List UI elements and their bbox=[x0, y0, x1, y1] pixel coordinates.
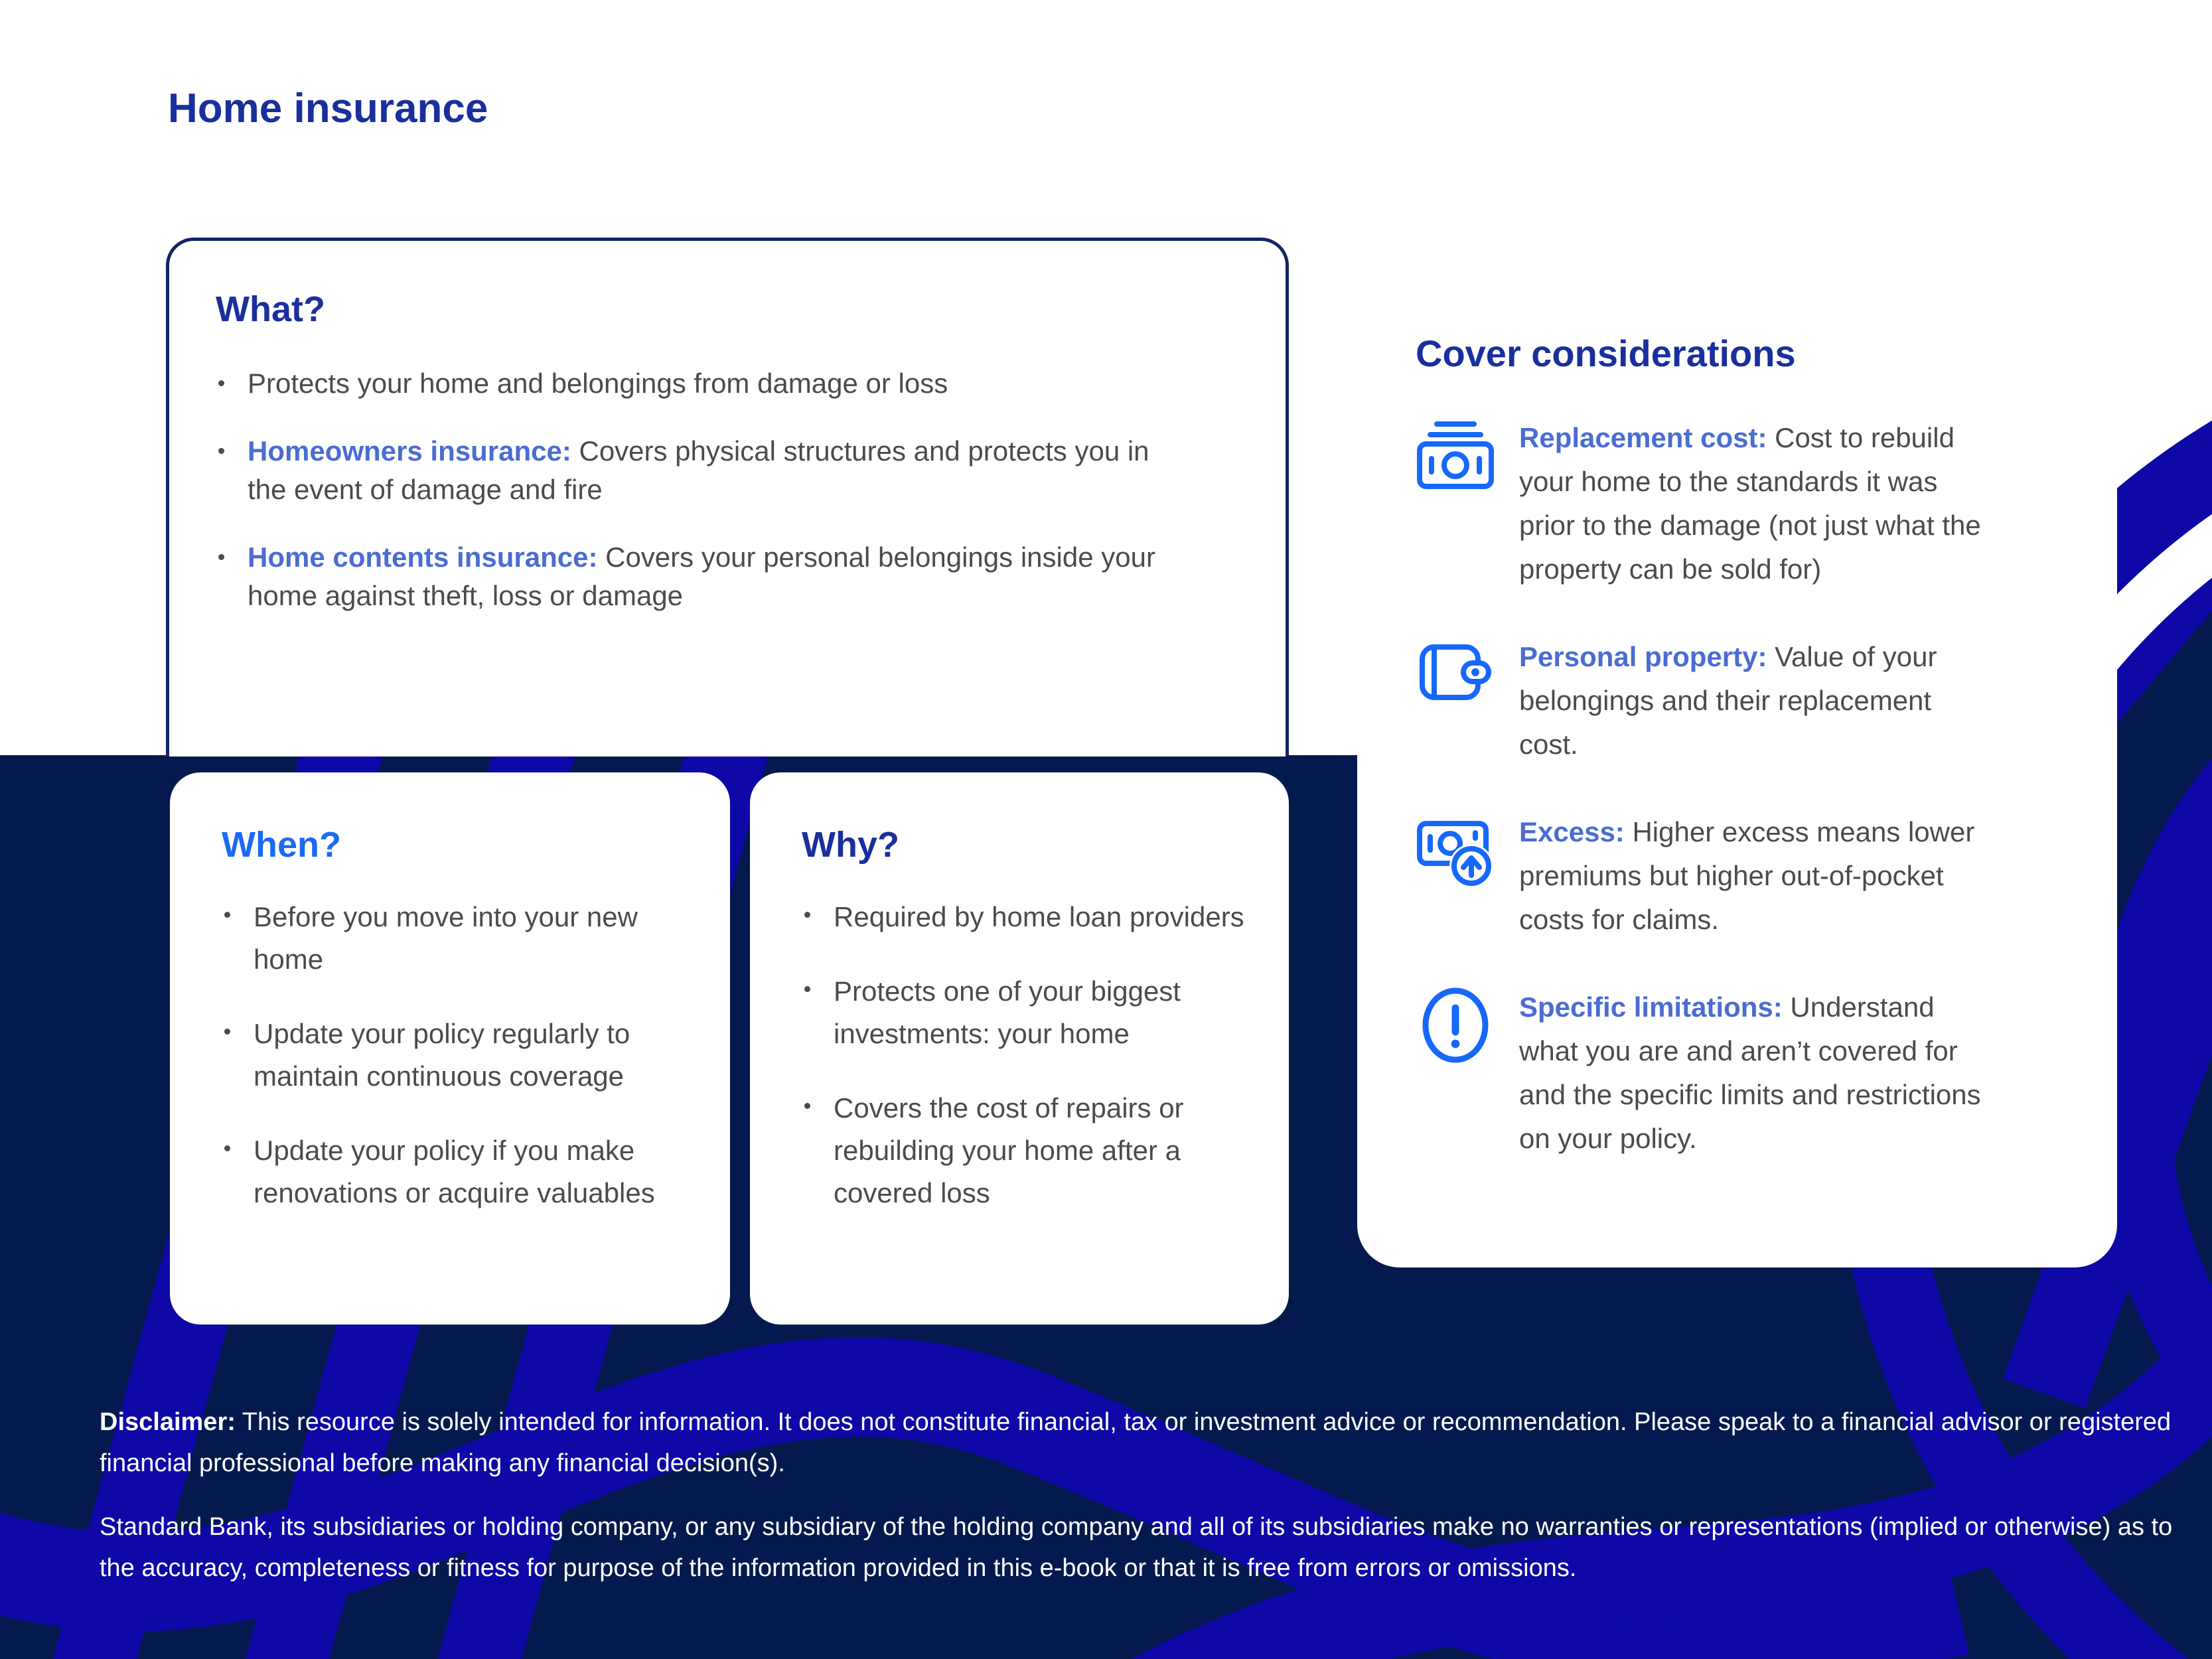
cover-considerations-panel bbox=[1357, 285, 2117, 1267]
bullet-lead: Home contents insurance: bbox=[248, 541, 598, 573]
alert-circle-icon bbox=[1416, 985, 1495, 1065]
why-bullet-list bbox=[802, 896, 1249, 1214]
wallet-icon bbox=[1416, 635, 1495, 715]
why-heading: Why? bbox=[802, 825, 899, 865]
list-item: Protects one of your biggest investments: your home bbox=[802, 970, 1245, 1055]
what-card bbox=[166, 238, 1289, 757]
banknote-up-icon bbox=[1416, 810, 1495, 890]
what-heading: What? bbox=[216, 289, 325, 329]
bullet-lead: Homeowners insurance: bbox=[248, 435, 571, 467]
list-item: Protects your home and belongings from damage or loss bbox=[216, 364, 1163, 403]
list-item: Homeowners insurance: Covers physical structures and protects you in the event of damage and fire bbox=[216, 432, 1163, 509]
disclaimer-lead: Disclaimer: bbox=[100, 1408, 236, 1436]
cover-item-specific-limitations: Specific limitations: Understand what you are and aren’t covered for and the specific limits and restrictions on your policy. bbox=[1416, 985, 2081, 1161]
list-item: Covers the cost of repairs or rebuilding your home after a covered loss bbox=[802, 1087, 1245, 1214]
cover-item-replacement-cost: Replacement cost: Cost to rebuild your home to the standards it was prior to the damage (not just what the property can be sold for) bbox=[1416, 416, 2081, 591]
cover-heading: Cover considerations bbox=[1416, 332, 1796, 374]
what-bullet-list bbox=[216, 364, 1226, 615]
disclaimer-paragraph-1: Disclaimer: This resource is solely intended for information. It does not constitute financial, tax or investment advice or recommendation. Please speak to a financial advisor or registered financial professional before making any financial decision(s). bbox=[100, 1408, 2172, 1477]
disclaimer-paragraph-2: Standard Bank, its subsidiaries or holding company, or any subsidiary of the holding company and all of its subsidiaries make no warranties or representations (implied or otherwise) as to the accuracy, completeness or fitness for purpose of the information provided in this e-book or that it is free from errors or omissions. bbox=[100, 1513, 2173, 1582]
item-lead: Replacement cost: bbox=[1519, 422, 1767, 453]
when-bullet-list bbox=[222, 896, 684, 1214]
cover-item-personal-property: Personal property: Value of your belongings and their replacement cost. bbox=[1416, 635, 2081, 766]
item-lead: Excess: bbox=[1519, 816, 1625, 847]
list-item: Home contents insurance: Covers your personal belongings inside your home against theft, loss or damage bbox=[216, 538, 1163, 615]
list-item: Before you move into your new home bbox=[222, 896, 665, 981]
list-item: Required by home loan providers bbox=[802, 896, 1245, 938]
item-lead: Personal property: bbox=[1519, 641, 1767, 672]
list-item: Update your policy if you make renovations or acquire valuables bbox=[222, 1129, 665, 1214]
item-lead: Specific limitations: bbox=[1519, 991, 1783, 1023]
banknote-icon bbox=[1416, 416, 1495, 496]
when-card bbox=[170, 772, 730, 1325]
when-heading: When? bbox=[222, 825, 341, 865]
why-card bbox=[750, 772, 1289, 1325]
list-item: Update your policy regularly to maintain continuous coverage bbox=[222, 1013, 665, 1098]
disclaimer bbox=[100, 1402, 2190, 1589]
page-title: Home insurance bbox=[168, 86, 488, 131]
cover-item-excess: Excess: Higher excess means lower premiums but higher out-of-pocket costs for claims. bbox=[1416, 810, 2081, 942]
